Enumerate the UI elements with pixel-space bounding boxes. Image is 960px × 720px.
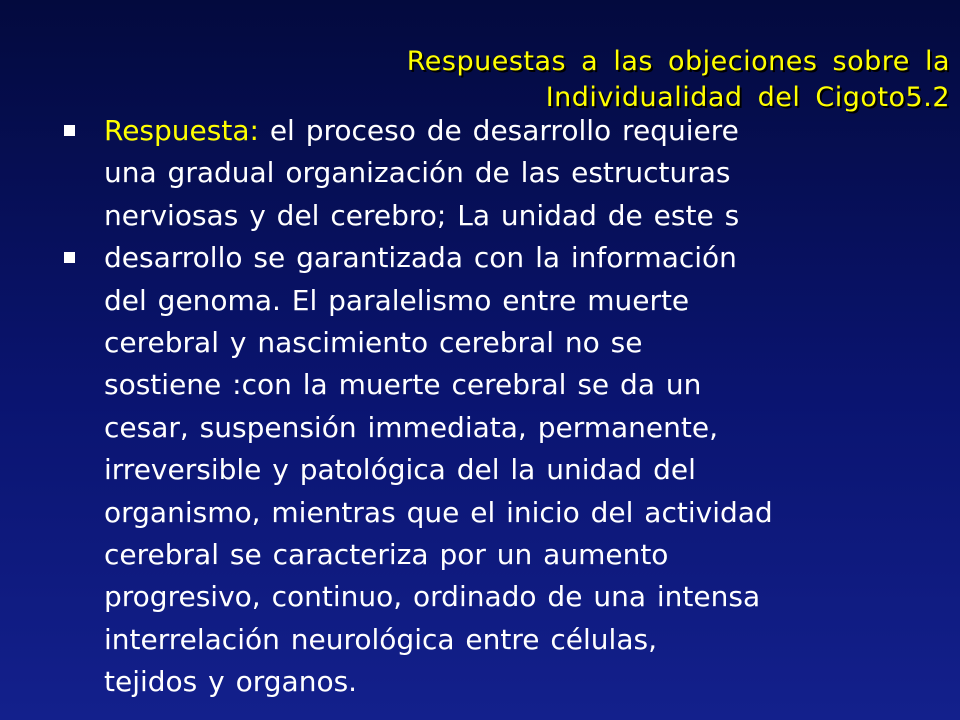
bullet-line: progresivo, continuo, ordinado de una intensa [104, 580, 761, 614]
square-bullet-icon [64, 125, 75, 136]
bullet-item-1 [64, 110, 924, 237]
bullet-item-2 [64, 237, 924, 703]
bullet-line: cerebral y nascimiento cerebral no se [104, 326, 643, 360]
square-bullet-icon [64, 252, 75, 263]
bullet-line: cerebral se caracteriza por un aumento [104, 538, 669, 572]
slide-title [190, 44, 950, 116]
bullet-line: nerviosas y del cerebro; La unidad de este s [104, 198, 740, 232]
bullet-line: interrelación neurológica entre células, [104, 622, 657, 656]
bullet-line: sostiene :con la muerte cerebral se da un [104, 368, 702, 402]
bullet-line [104, 110, 924, 152]
slide-title-line-1: Respuestas a las objeciones sobre la [406, 46, 950, 77]
bullet-line: cesar, suspensión immediata, permanente, [104, 410, 718, 444]
bullet-line: tejidos y organos. [104, 665, 358, 699]
slide-title-line-2: Individualidad del Cigoto5.2 [545, 82, 950, 113]
bullet-line: organismo, mientras que el inicio del actividad [104, 495, 773, 529]
bullet-line: una gradual organización de las estructuras [104, 156, 731, 190]
bullet-line: irreversible y patológica del la unidad del [104, 453, 696, 487]
bullet-list [64, 110, 924, 704]
bullet-text: el proceso de desarrollo requiere [258, 114, 739, 147]
bullet-line: del genoma. El paralelismo entre muerte [104, 283, 690, 317]
bullet-line: desarrollo se garantizada con la información [104, 241, 737, 275]
bullet-lead-label: Respuesta: [104, 114, 259, 147]
